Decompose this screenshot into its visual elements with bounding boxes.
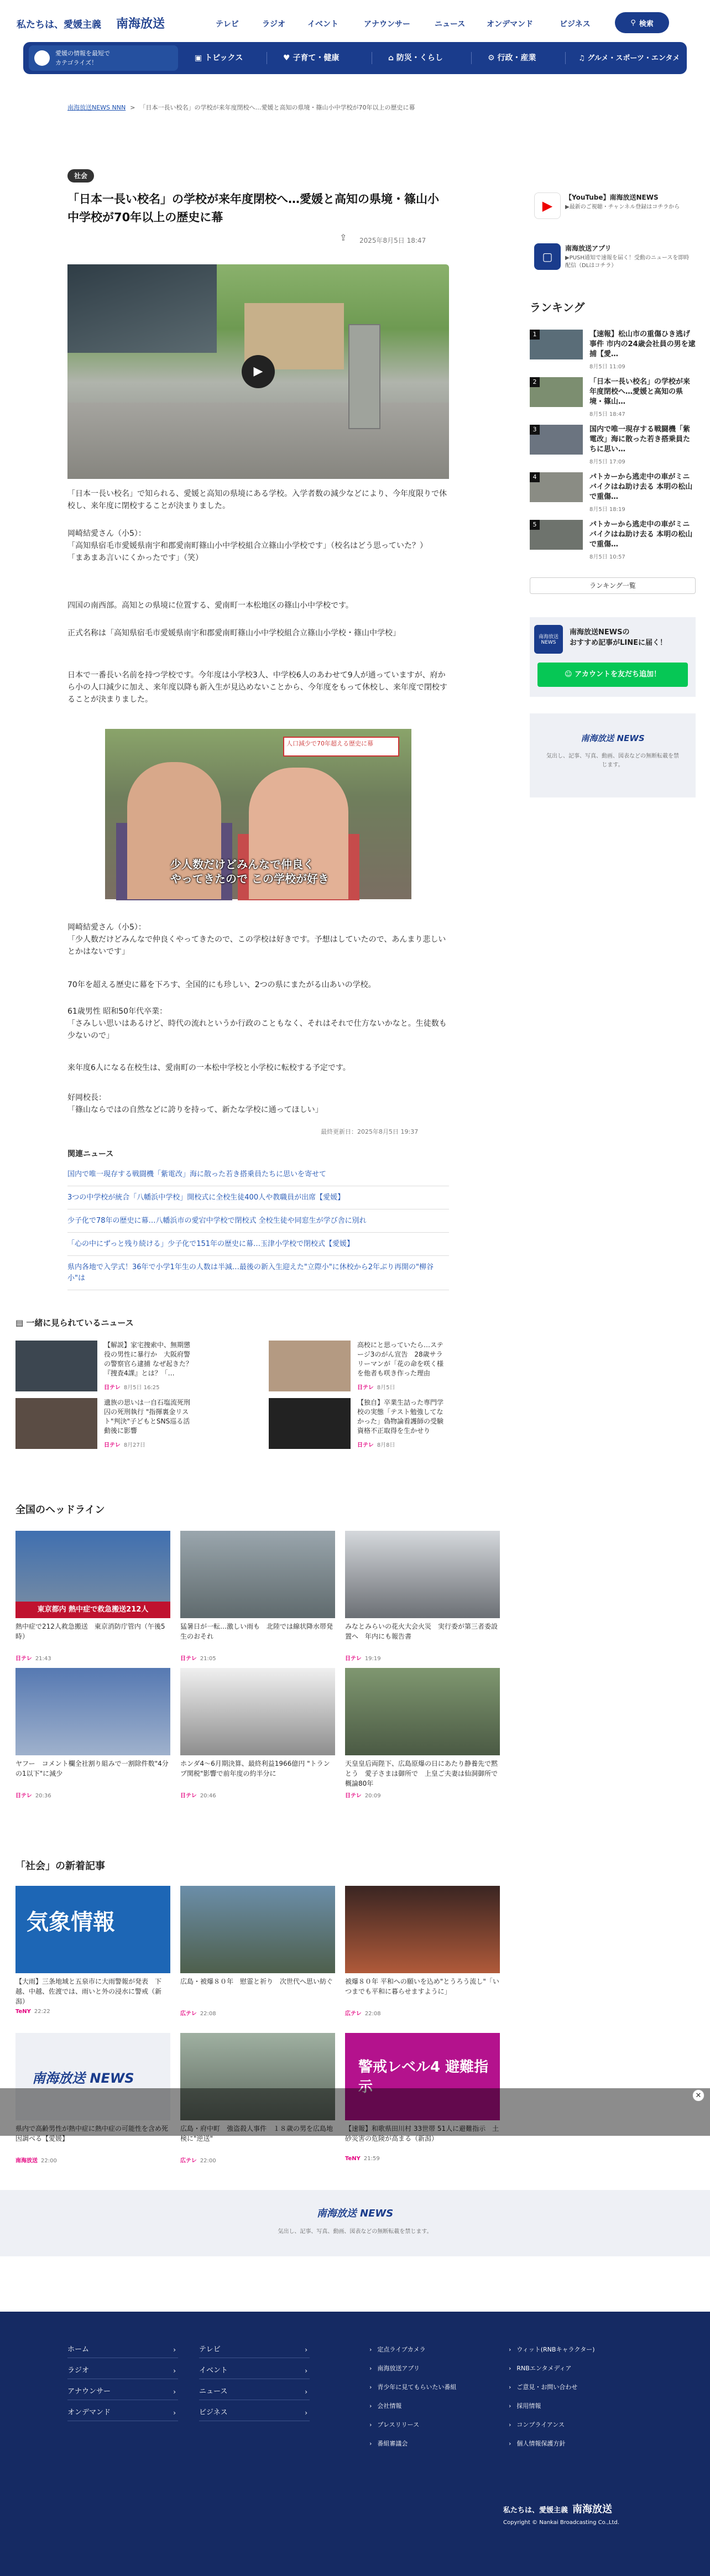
brand-notice: 気出し、記事、写真、動画、図表などの無断転載を禁じます。: [278, 2229, 432, 2235]
paragraph: 70年を超える歴史に幕を下ろす、全国的にも珍しい、2つの県にまたがる山あいの学校。: [67, 981, 376, 989]
ranking-heading: ランキング: [530, 301, 585, 314]
paragraph: 好岡校長： 「篠山ならではの自然などに誇りを持って、新たな学校に通ってほしい」: [67, 1093, 323, 1114]
footer-link[interactable]: › プレスリリース: [369, 2421, 420, 2428]
search-label: 検索: [639, 19, 654, 28]
promo-line-1: 愛媛の情報を最短で: [55, 50, 110, 57]
category-administration[interactable]: ⚙ 行政・産業: [488, 54, 536, 62]
national-heading: 全国のヘッドライン: [15, 1504, 105, 1516]
news-logo-icon: 南海放送 NEWS: [534, 625, 563, 654]
youtube-banner[interactable]: ▶ 【YouTube】南海放送NEWS ▶︎最新のご視聴・チャンネル登録はコチラから: [534, 191, 695, 227]
site-logo[interactable]: 南海放送: [116, 17, 165, 31]
seen-heading: ▤ 一緒に見られているニュース: [15, 1318, 134, 1328]
article-photo: [105, 729, 411, 899]
national-card[interactable]: 東京都内 熱中症で救急搬送212人 熱中症で212人救急搬送 東京消防庁管内（午後5時） 日テレ 21:43: [15, 1531, 170, 1662]
news-logo: 南海放送 NEWS: [581, 733, 645, 743]
footer-link[interactable]: イベント ›: [199, 2363, 310, 2379]
paragraph: 「日本一長い校名」で知られる、愛媛と高知の県境にある学校。入学者数の減少などにより、今年度限りで休校し、来年度に閉校することが決まりました。: [67, 489, 447, 510]
site-header: [0, 0, 710, 83]
publish-date: 2025年8月5日 18:47: [359, 237, 426, 244]
line-title: 南海放送NEWSの おすすめ記事がLINEに届く！: [570, 628, 667, 647]
category-disaster[interactable]: ⌂ 防災・くらし: [388, 54, 443, 62]
footer-link[interactable]: › 番組審議会: [369, 2440, 408, 2447]
news-logo: 南海放送 NEWS: [316, 2208, 394, 2219]
paragraph: 四国の南西部。高知との県境に位置する、愛南町一本松地区の篠山小中学校です。: [67, 601, 353, 610]
updated-date: 最終更新日：2025年8月5日 19:37: [321, 1128, 419, 1135]
footer-link[interactable]: テレビ ›: [199, 2342, 310, 2358]
overlay-ad: [0, 2088, 710, 2136]
paragraph: 来年度6人になる在校生は、愛南町の一本松中学校と小学校に転校する予定です。: [67, 1063, 351, 1072]
camera-icon: [34, 50, 50, 66]
ranking-item[interactable]: 2 「日本一長い校名」の学校が来年度閉校へ…愛媛と高知の県境・篠山… 8月5日 18:47: [530, 377, 696, 420]
society-card[interactable]: 広島・府中町 強盗殺人事件 １８歳の男を広島地検に"逆送" 広テレ 22:00: [180, 2033, 335, 2164]
society-card[interactable]: 南海放送 NEWS 県内で高齢男性が熱中症に熱中症の可能性を含め死因調べる【愛媛】 南海放送 22:00: [15, 2033, 170, 2164]
nav-ondemand[interactable]: オンデマンド: [487, 20, 533, 29]
close-icon[interactable]: ✕: [692, 2089, 704, 2102]
society-card[interactable]: 気象情報 【大雨】三条地域と五泉市に大雨警報が発表 下越、中越、佐渡では、雨いと外の浸水に警戒（新潟） TeNY 22:22: [15, 1886, 170, 2015]
youtube-icon: ▶: [534, 192, 561, 219]
related-link[interactable]: 少子化で78年の歴史に幕…八幡浜市の愛宕中学校で閉校式 全校生徒や同窓生が学び舎に別れ: [67, 1216, 449, 1233]
paragraph: 岡崎結愛さん（小5）： 「少人数だけどみんなで仲良くやってきたので、この学校は好きです。予想はしていたので、あんまり悲しいとかはないです」: [67, 923, 446, 956]
society-heading: 「社会」の新着記事: [15, 1860, 105, 1872]
site-footer: [0, 2312, 710, 2576]
line-promo: [530, 617, 696, 697]
footer-link[interactable]: › ご意見・お問い合わせ: [509, 2384, 578, 2391]
breadcrumb-current: 「日本一長い校名」の学校が来年度閉校へ…愛媛と高知の県境・篠山小中学校が70年以上の歴史に幕: [139, 104, 415, 111]
paragraph: 正式名称は「高知県宿毛市愛媛県南宇和郡愛南町篠山小中学校組合立篠山小学校・篠山中学校」: [67, 629, 400, 638]
seen-item[interactable]: 高校にと思っていたら…ステージ3のがん宣告 28歳サラリーマンが「花の命を咲く様を他者も咲き作った理由 日テレ 8月5日: [269, 1341, 451, 1401]
nav-event[interactable]: イベント: [307, 20, 338, 29]
related-heading: 関連ニュース: [67, 1150, 114, 1159]
national-card[interactable]: ホンダ4～6月期決算、最終利益1966億円 "トランプ関税"影響で前年度の約半分に 日テレ 20:46: [180, 1668, 335, 1799]
breadcrumb: 南海放送NEWS NNN > 「日本一長い校名」の学校が来年度閉校へ…愛媛と高知の県境・篠山小中学校が70年以上の歴史に幕: [67, 104, 415, 111]
related-link[interactable]: 県内各地で入学式！36年で小学1年生の人数は半減…最後の新入生迎えた"立際小"に休校から2年ぶり再開の"柳谷小"は: [67, 1262, 449, 1290]
category-tag[interactable]: 社会: [67, 169, 94, 182]
category-childcare[interactable]: ♥ 子育て・健康: [283, 54, 340, 62]
category-topics[interactable]: ▣ トピックス: [195, 54, 243, 62]
paragraph: 岡崎結愛さん（小5）： 「高知県宿毛市愛媛県南宇和郡愛南町篠山小中学校組合立篠山小学校です」（校名はどう思っていた？） 「まあまあ言いにくかったです」（笑）: [67, 529, 427, 562]
sidebar-brand: [530, 713, 696, 797]
category-promo[interactable]: [29, 45, 178, 71]
seen-item[interactable]: 【解説】家宅捜索中、無期懲役の男性に暴行か 大阪府警の警察官ら逮捕 なぜ起きた？『捜査4課』とは？「… 日テレ 8月5日 16:25: [15, 1341, 198, 1401]
nav-radio[interactable]: ラジオ: [262, 20, 285, 29]
search-button[interactable]: [615, 12, 669, 33]
footer-link[interactable]: › 南海放送アプリ: [369, 2365, 420, 2372]
video-player[interactable]: [67, 264, 449, 479]
related-link[interactable]: 国内で唯一現存する戦闘機「紫電改」海に散った若き搭乗員たちに思いを寄せて: [67, 1169, 449, 1186]
society-card[interactable]: 警戒レベル4 避難指示 【速報】和歌県田川村 33世帯 51人に避難指示 土砂災害の危険が高まる（新潟） TeNY 21:59: [345, 2033, 500, 2162]
footer-link[interactable]: アナウンサー ›: [67, 2384, 178, 2400]
nav-tv[interactable]: テレビ: [216, 20, 239, 29]
promo-line-2: カテゴライズ！: [55, 59, 98, 66]
paragraph: 61歳男性 昭和50年代卒業： 「さみしい思いはあるけど、時代の流れというか行政のこともなく、それはそれで仕方ないかなと。生徒数も少ないので」: [67, 1007, 447, 1040]
photo-badge: 人口減少で70年超える歴史に幕: [283, 737, 399, 757]
national-card[interactable]: みなとみらいの花火大会火災 実行委が第三者委設置へ 年内にも報告書 日テレ 19:19: [345, 1531, 500, 1662]
footer-link[interactable]: › 青少年に見てもらいたい番組: [369, 2384, 457, 2391]
footer-link[interactable]: ホーム ›: [67, 2342, 178, 2358]
ranking-item[interactable]: 3 国内で唯一現存する戦闘機「紫電改」海に散った若き搭乗員たちに思い… 8月5日 17:09: [530, 425, 696, 468]
footer-link[interactable]: ビジネス ›: [199, 2405, 310, 2421]
footer-link[interactable]: › RNBエンタメディア: [509, 2365, 572, 2372]
brand-notice: 気出し、記事、写真、動画、図表などの無断転載を禁じます。: [546, 753, 679, 768]
footer-link[interactable]: › 会社情報: [369, 2402, 402, 2410]
society-card[interactable]: 被爆８０年 平和への願いを込め"とうろう流し"「いつまでも平和に暮らせますように」 広テレ 22:08: [345, 1886, 500, 2017]
national-card[interactable]: ヤフー コメント欄全社割り組みで一割除件数"4分の1以下"に減少 日テレ 20:36: [15, 1668, 170, 1799]
national-card[interactable]: 天皇皇后両陛下、広島原爆の日にあたり静養先で黙とう 愛子さまは御所で 上皇ご夫妻は仙洞御所で 概論80年 日テレ 20:09: [345, 1668, 500, 1799]
copyright: Copyright © Nankai Broadcasting Co.,Ltd.: [503, 2520, 619, 2526]
footer-link[interactable]: › ウィット(RNBキャラクター): [509, 2346, 595, 2353]
nav-announcer[interactable]: アナウンサー: [364, 20, 410, 29]
ranking-more-button[interactable]: ランキング一覧: [530, 577, 696, 594]
national-card[interactable]: 猛暑日が一転…激しい雨も 北陸では線状降水帯発生のおそれ 日テレ 21:05: [180, 1531, 335, 1662]
seen-item[interactable]: 遺族の思いは一自石塩流死刑囚の死刑執行 "指揮裏金リスト"判決"子どもとSNS巡る活動後に影響 日テレ 8月27日: [15, 1398, 198, 1459]
paragraph: 日本で一番長い名前を持つ学校です。今年度は小学校3人、中学校6人のあわせて9人が通っていますが、府から小の人口減少に加え、来年度以降も新入生が見込めないことから、今年度をもって休校し、来年度で閉校することが決まりました。: [67, 671, 447, 704]
app-banner[interactable]: ▢ 南海放送アプリ ▶︎PUSH通知で速報を届く！受動のニュースを即時配信（DLはコチラ）: [534, 242, 695, 278]
bottom-brand: [0, 2190, 710, 2256]
ranking-item[interactable]: 5 パトカーから逃走中の車がミニバイクはね助け去る 本明の松山で重傷… 8月5日 10:57: [530, 520, 696, 563]
app-icon: ▢: [534, 243, 561, 270]
ranking-item[interactable]: 1 【速報】松山市の重傷ひき逃げ事件 市内の24歳会社員の男を逮捕【愛… 8月5日 11:09: [530, 330, 696, 373]
footer-link[interactable]: › コンプライアンス: [509, 2421, 565, 2428]
society-card[interactable]: 広島・被爆８０年 慰霊と祈り 次世代へ思い紡ぐ 広テレ 22:08: [180, 1886, 335, 2017]
breadcrumb-home[interactable]: 南海放送NEWS NNN: [67, 104, 126, 111]
nav-news[interactable]: ニュース: [435, 20, 466, 29]
related-link[interactable]: 3つの中学校が統合「八幡浜中学校」開校式に全校生徒400人や教職員が出席【愛媛】: [67, 1192, 449, 1209]
related-link[interactable]: 「心の中にずっと残り続ける」少子化で151年の歴史に幕…玉津小学校で閉校式【愛媛】: [67, 1239, 449, 1256]
category-gourmet[interactable]: ♫ グルメ・スポーツ・エンタメ: [578, 54, 680, 62]
footer-link[interactable]: オンデマンド ›: [67, 2405, 178, 2421]
footer-link[interactable]: › 採用情報: [509, 2402, 541, 2410]
footer-logo[interactable]: 私たちは、愛媛主義 南海放送: [503, 2504, 613, 2515]
footer-link[interactable]: ラジオ ›: [67, 2363, 178, 2379]
play-icon[interactable]: ▶: [242, 355, 275, 388]
photo-caption: 少人数だけどみんなで仲良く やってきたので この学校が好き: [170, 858, 329, 885]
share-icon[interactable]: ⇪: [340, 232, 347, 243]
nav-business[interactable]: ビジネス: [560, 20, 591, 29]
article-title: 「日本一長い校名」の学校が来年度閉校へ…愛媛と高知の県境・篠山小中学校が70年以上の歴史に幕: [67, 192, 439, 224]
ranking-item[interactable]: 4 パトカーから逃走中の車がミニバイクはね助け去る 本明の松山で重傷… 8月5日 18:19: [530, 472, 696, 515]
footer-link[interactable]: › 個人情報保護方針: [509, 2440, 566, 2447]
seen-item[interactable]: 【独自】卒業生詰った専門学校の実態「テスト勉強してなかった」偽物論看護師の受験資格不正取得を生かせり 日テレ 8月8日: [269, 1398, 451, 1459]
category-bar: [23, 42, 687, 74]
line-add-friend-button[interactable]: ☺ アカウントを友だち追加！: [537, 663, 688, 687]
footer-link[interactable]: ニュース ›: [199, 2384, 310, 2400]
site-tagline[interactable]: 私たちは、愛媛主義: [17, 19, 101, 30]
footer-link[interactable]: › 定点ライブカメラ: [369, 2346, 426, 2353]
search-icon: ⚲: [630, 18, 636, 27]
